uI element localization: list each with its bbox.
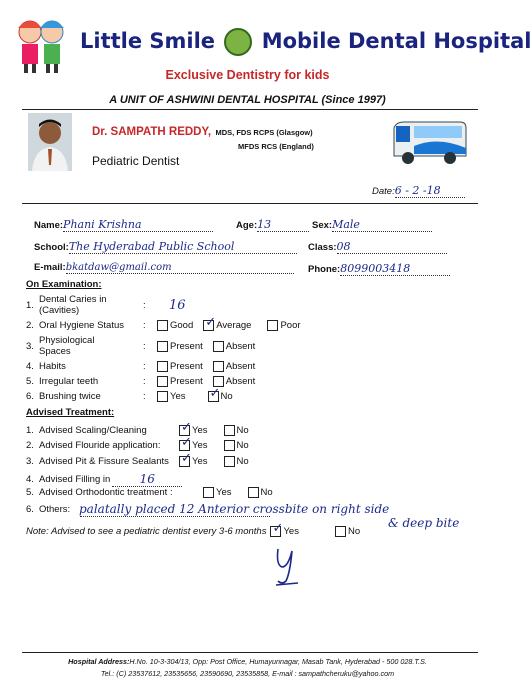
checkmark-icon: ✓ [181,435,192,450]
checkmark-icon: ✓ [209,386,221,401]
checkbox[interactable] [224,425,235,436]
bus-image [388,118,468,168]
advised-heading: Advised Treatment: [26,407,115,418]
hospital-title: Little Smile Mobile Dental Hospital [80,28,531,56]
phone-field[interactable]: Phone:8099003418 [308,262,450,276]
option-yes[interactable]: ✓ Yes [181,420,208,436]
advised-item-others: 6. Others: palatally placed 12 Anterior crossbite on right side [26,502,390,516]
option-no[interactable]: No [224,456,249,467]
exam-item-caries: 1. Dental Caries in (Cavities) : 16 [26,294,186,316]
exam-heading: On Examination: [26,279,102,290]
school-field[interactable]: School:The Hyderabad Public School [34,240,297,254]
doctor-photo [28,113,72,171]
checkbox[interactable] [203,315,217,331]
exam-item-habits: 4. Habits : Present Absent [26,361,256,372]
doctor-specialty: Pediatric Dentist [92,154,180,168]
checkbox[interactable] [248,487,259,498]
tagline: Exclusive Dentistry for kids [165,68,330,82]
exam-item-brushing: 6. Brushing twice : Yes ✓ No [26,386,233,402]
exam-item-irregular-teeth: 5. Irregular teeth : Present Absent [26,376,256,387]
option-no[interactable]: No [335,526,360,537]
doctor-name: Dr. SAMPATH REDDY, MDS, FDS RCPS (Glasgow) [92,126,313,138]
option-no[interactable]: No [224,440,249,451]
checkbox[interactable] [157,376,168,387]
checkmark-icon: ✓ [181,420,192,435]
others-continuation: & deep bite [388,516,460,530]
advised-item-orthodontic: 5. Advised Orthodontic treatment : Yes No [26,487,273,498]
option-present[interactable]: Present [157,376,203,387]
option-absent[interactable]: Absent [213,376,256,387]
checkbox[interactable] [224,440,235,451]
checkbox[interactable] [203,487,214,498]
checkbox[interactable] [267,320,278,331]
advised-item-sealants: 3. Advised Pit & Fissure Sealants ✓ Yes No [26,451,249,467]
followup-note: Note: Advised to see a pediatric dentist every 3-6 months ✓ Yes No [26,521,361,537]
option-yes[interactable]: ✓ Yes [181,435,208,451]
checkbox[interactable] [213,361,224,372]
footer-contact: Tel.: (C) 23537612, 23535656, 23590690, 23535858, E-mail : sampathcheruku@yahoo.com [100,669,395,678]
option-no[interactable]: No [248,487,273,498]
checkbox[interactable] [179,451,192,467]
checkbox[interactable] [157,341,168,352]
sex-field[interactable]: Sex:Male [312,218,432,232]
kids-logo [10,12,74,74]
checkbox[interactable] [157,320,168,331]
option-present[interactable]: Present [157,361,203,372]
option-absent[interactable]: Absent [213,341,256,352]
option-yes[interactable]: Yes [157,391,186,402]
email-field[interactable]: E-mail:bkatdaw@gmail.com [34,262,294,274]
smile-friendly-icon [224,28,252,56]
option-present[interactable]: Present [157,341,203,352]
exam-item-oral-hygiene: 2. Oral Hygiene Status : Good ✓ Average Poor [26,315,301,331]
others-underline [80,516,270,517]
advised-item-filling: 4. Advised Filling in 16 [26,472,182,487]
age-field[interactable]: Age:13 [236,218,309,232]
doctor-quals: MFDS RCS (England) [238,142,314,151]
option-yes[interactable]: ✓ Yes [181,451,208,467]
checkbox[interactable] [213,341,224,352]
date-field[interactable]: Date:6 - 2 -18 [372,184,465,198]
checkbox[interactable] [335,526,346,537]
class-field[interactable]: Class:08 [308,240,447,254]
checkbox[interactable] [224,456,235,467]
option-poor[interactable]: Poor [267,320,300,331]
checkmark-icon: ✓ [181,451,192,466]
exam-item-spaces: 3. Physiological Spaces : Present Absent [26,335,256,357]
option-no[interactable]: ✓ No [209,386,233,402]
checkbox[interactable] [157,361,168,372]
patient-name-field[interactable]: Name:Phani Krishna [34,218,213,232]
date-divider [22,203,478,204]
option-yes[interactable]: ✓ Yes [272,521,299,537]
header-divider [22,109,478,110]
checkmark-icon: ✓ [205,315,217,330]
option-average[interactable]: ✓ Average [205,315,252,331]
option-absent[interactable]: Absent [213,361,256,372]
checkmark-icon: ✓ [272,521,284,536]
footer-address: Hospital Address:H.No. 10-3-304/13, Opp: Post Office, Humayunnagar, Masab Tank, Hyderabad - 500 028.T.S. [68,657,427,666]
advised-item-flouride: 2. Advised Flouride application: ✓ Yes No [26,435,249,451]
option-good[interactable]: Good [157,320,193,331]
checkbox[interactable] [270,521,284,537]
advised-item-scaling: 1. Advised Scaling/Cleaning ✓ Yes No [26,420,249,436]
option-no[interactable]: No [224,425,249,436]
option-yes[interactable]: Yes [203,487,232,498]
unit-line: A UNIT OF ASHWINI DENTAL HOSPITAL (Since 1997) [109,94,386,106]
checkbox[interactable] [157,391,168,402]
footer-divider [22,652,478,653]
checkbox[interactable] [179,435,192,451]
signature [268,545,308,587]
